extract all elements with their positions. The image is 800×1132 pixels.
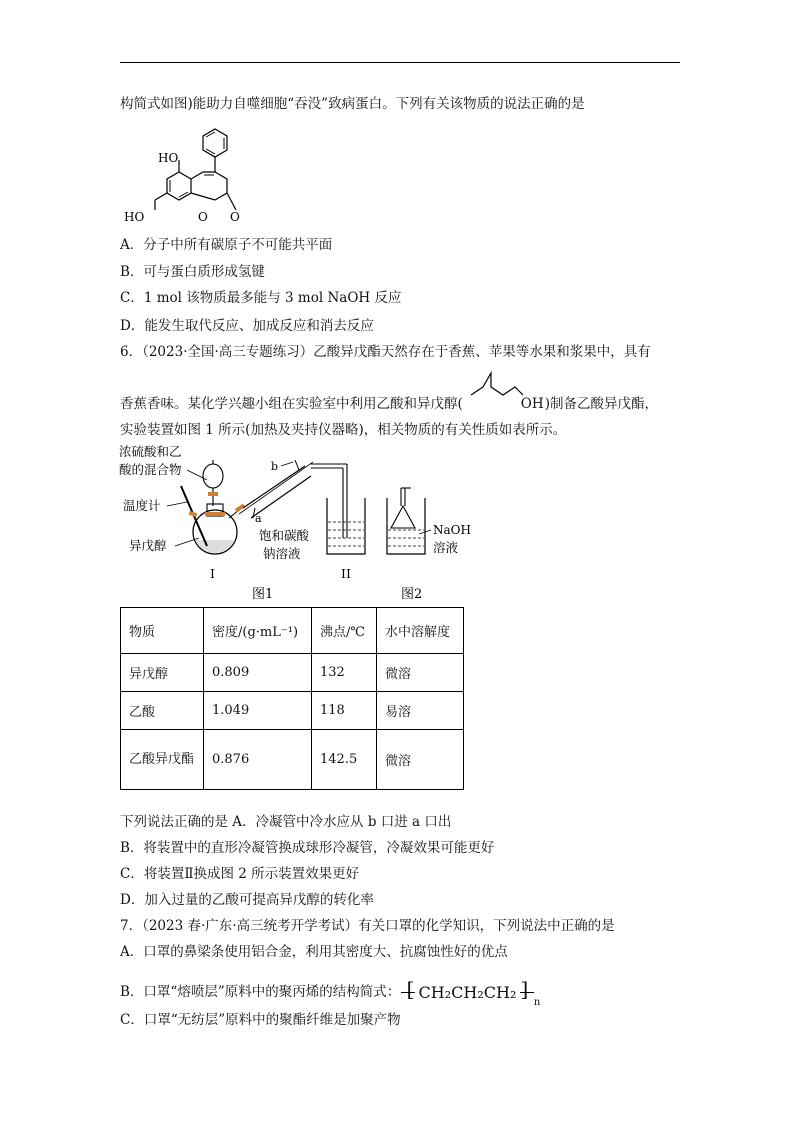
header-rule: [120, 62, 680, 63]
polymer-n-label: n: [533, 997, 541, 1008]
oh-label: OH: [520, 396, 544, 412]
beaker-label-2: 钠溶液: [263, 546, 301, 561]
left-bracket-icon: [: [406, 977, 415, 1001]
q7-option-a: A．口罩的鼻梁条使用铝合金，利用其密度大、抗腐蚀性好的优点: [120, 944, 508, 960]
table-cell: 142.5: [312, 730, 377, 790]
ho-top-label: HO: [158, 151, 179, 165]
q5-option-d: D．能发生取代反应、加成反应和消去反应: [120, 318, 374, 334]
o-ring-label: O: [198, 210, 208, 224]
q6-option-a: 下列说法正确的是 A．冷凝管中冷水应从 b 口进 a 口出: [120, 814, 452, 830]
q7-option-c: C．口罩“无纺层”原料中的聚酯纤维是加聚产物: [120, 1012, 401, 1028]
q6-option-c: C．将装置Ⅱ换成图 2 所示装置效果更好: [120, 866, 360, 882]
o-carbonyl-label: O: [230, 210, 240, 224]
properties-table: [120, 607, 464, 790]
apparatus-figure: [115, 442, 475, 602]
table-cell: 0.809: [204, 654, 312, 692]
port-a-label: a: [255, 512, 262, 525]
q6-stem-line1: 6．（2023·全国·高三专题练习）乙酸异戊酯天然存在于香蕉、苹果等水果和浆果中，具有: [120, 344, 651, 360]
polymer-formula: [405, 977, 541, 1008]
apparatus-roman-2: II: [341, 566, 351, 581]
table-cell: 1.049: [204, 692, 312, 730]
right-bond-line: [520, 992, 534, 993]
q5-structure-diagram: [118, 122, 258, 232]
q7-option-b-text: B．口罩“熔喷层”原料中的聚丙烯的结构简式：: [120, 984, 401, 1000]
table-cell: 乙酸异戊酯: [121, 730, 204, 790]
right-bracket-icon: ]: [520, 977, 529, 1001]
naoh-label-1: NaOH: [433, 523, 471, 537]
q6-stem-line2-pre: 香蕉香味。某化学兴趣小组在实验室中利用乙酸和异戊醇(: [120, 396, 463, 412]
q6-option-b: B．将装置中的直形冷凝管换成球形冷凝管，冷凝效果可能更好: [120, 840, 495, 856]
table-cell: 异戊醇: [121, 654, 204, 692]
q5-option-c: C．1 mol 该物质最多能与 3 mol NaOH 反应: [120, 290, 402, 306]
beaker-label-1: 饱和碳酸: [259, 528, 310, 543]
table-cell: 118: [312, 692, 377, 730]
table-row: [121, 654, 464, 692]
table-cell: 乙酸: [121, 692, 204, 730]
apparatus-roman-1: I: [210, 566, 215, 581]
figure-2-caption: 图2: [401, 587, 423, 602]
table-header-row: [121, 608, 464, 654]
table-row: [121, 730, 464, 790]
polymer-formula-text: CH₂CH₂CH₂: [418, 983, 517, 1002]
table-header-cell: 沸点/℃: [312, 608, 377, 654]
figure-1-caption: 图1: [252, 587, 274, 602]
funnel-label-1: 浓硫酸和乙: [119, 444, 182, 459]
table-cell: 易溶: [377, 692, 464, 730]
thermometer-label: 温度计: [123, 498, 161, 513]
funnel-label-2: 酸的混合物: [119, 462, 182, 477]
q6-stem-line2: [120, 395, 658, 413]
table-cell: 微溶: [377, 730, 464, 790]
table-header-cell: 水中溶解度: [377, 608, 464, 654]
naoh-label-2: 溶液: [433, 540, 459, 555]
q6-stem-line2-post: )制备乙酸异戊酯，: [544, 396, 659, 412]
q5-option-b: B．可与蛋白质形成氢键: [120, 264, 265, 280]
table-cell: 0.876: [204, 730, 312, 790]
flask-label: 异戊醇: [129, 538, 167, 553]
isoamyl-alcohol-structure: [463, 395, 545, 413]
table-row: [121, 692, 464, 730]
q5-stem: 构简式如图)能助力自噬细胞“吞没”致病蛋白。下列有关该物质的说法正确的是: [120, 96, 585, 112]
q6-option-d: D．加入过量的乙酸可提高异戊醇的转化率: [120, 892, 374, 908]
table-header-cell: 物质: [121, 608, 204, 654]
ho-bottom-label: HO: [124, 210, 145, 224]
q6-stem-line3: 实验装置如图 1 所示(加热及夹持仪器略)，相关物质的有关性质如表所示。: [120, 422, 567, 438]
table-header-cell: 密度/(g·mL⁻¹): [204, 608, 312, 654]
q7-option-b: [120, 977, 541, 1008]
q5-option-a: A．分子中所有碳原子不可能共平面: [120, 237, 333, 253]
table-cell: 微溶: [377, 654, 464, 692]
q7-stem: 7．（2023 春·广东·高三统考开学考试）有关口罩的化学知识，下列说法中正确的是: [120, 918, 615, 934]
table-cell: 132: [312, 654, 377, 692]
port-b-label: b: [271, 460, 279, 473]
left-bond-line: [401, 992, 415, 993]
